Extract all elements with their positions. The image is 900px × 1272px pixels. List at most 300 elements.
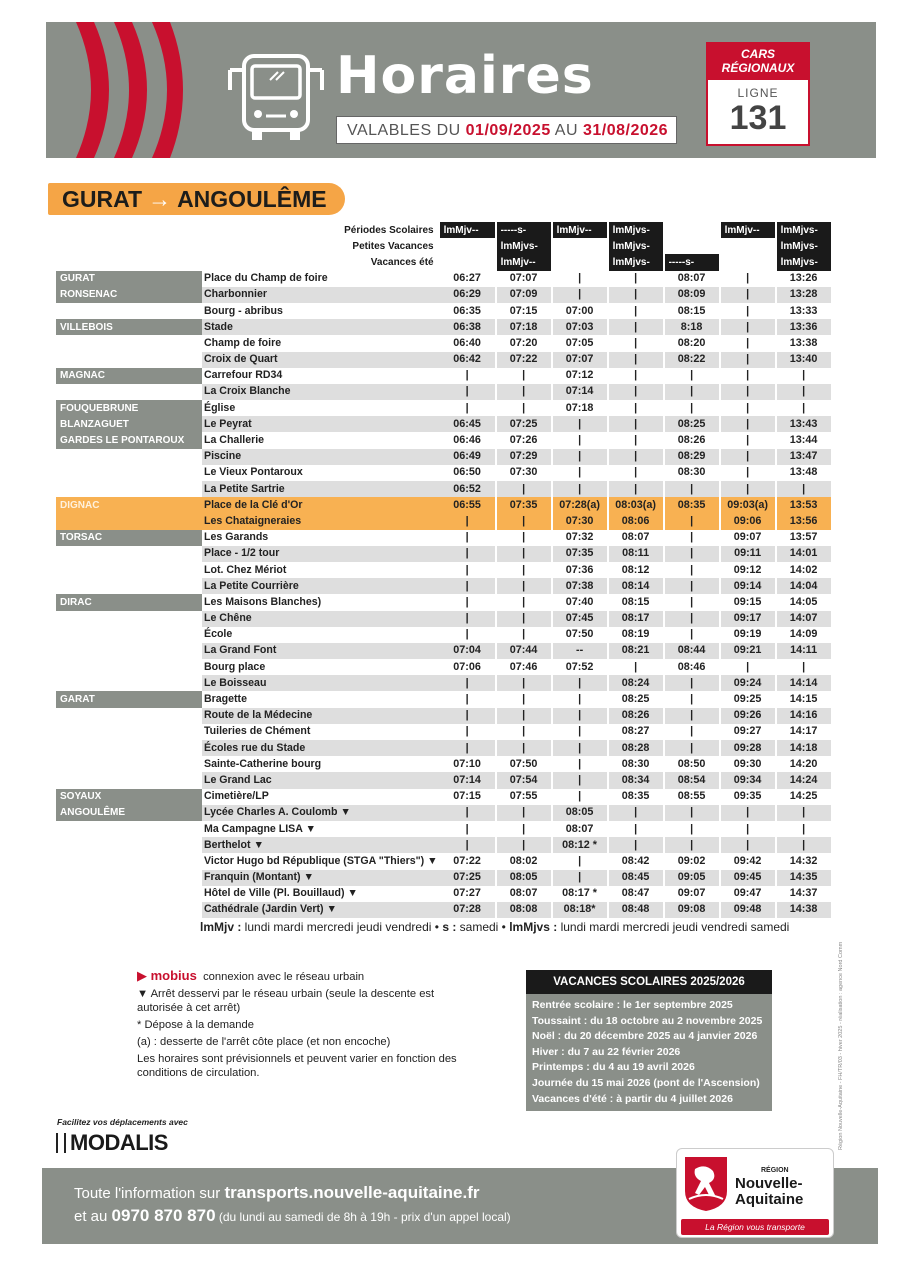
period-row: [56, 238, 832, 254]
departure-time: |: [664, 578, 720, 594]
departure-time: |: [664, 384, 720, 400]
period-cell: [552, 238, 608, 254]
stop-name: Champ de foire: [204, 336, 282, 349]
departure-time: 08:15: [608, 594, 664, 610]
departure-time: 07:40: [552, 594, 608, 610]
footer-band: [42, 1168, 878, 1244]
departure-time: 08:14: [608, 578, 664, 594]
departure-time: |: [720, 416, 776, 432]
stop-name: Le Peyrat: [202, 416, 440, 432]
stop-name: Le Boisseau: [202, 675, 440, 691]
departure-time: |: [664, 546, 720, 562]
departure-time: |: [496, 384, 552, 400]
departure-time: 07:25: [496, 416, 552, 432]
timetable-row: [56, 756, 832, 772]
departure-time: |: [720, 319, 776, 335]
departure-time: 08:55: [664, 789, 720, 805]
departure-time: |: [440, 821, 496, 837]
departure-time: 06:40: [440, 335, 496, 351]
timetable-row: [56, 416, 832, 432]
commune-cell: [56, 659, 202, 675]
departure-time: |: [496, 400, 552, 416]
departure-time: 08:35: [608, 789, 664, 805]
departure-time: |: [496, 611, 552, 627]
holiday-item: Hiver : du 7 au 22 février 2026: [532, 1045, 681, 1058]
departure-time: |: [664, 740, 720, 756]
stop-name: Écoles rue du Stade: [202, 740, 440, 756]
commune-cell: BLANZAGUET: [56, 416, 202, 432]
timetable-row: [56, 319, 832, 335]
departure-time: 07:10: [440, 756, 496, 772]
stop-name: Lot. Chez Mériot: [204, 563, 287, 576]
departure-time: 13:56: [776, 513, 832, 529]
departure-time: 07:35: [552, 546, 608, 562]
timetable-row: [56, 449, 832, 465]
period-cell: -----s-: [496, 222, 552, 238]
departure-time: 06:45: [440, 416, 496, 432]
departure-time: |: [776, 821, 832, 837]
departure-time: 13:43: [776, 416, 832, 432]
departure-time: --: [552, 643, 608, 659]
departure-time: |: [496, 724, 552, 740]
commune-cell: [56, 886, 202, 902]
departure-time: |: [496, 691, 552, 707]
departure-time: |: [776, 481, 832, 497]
timetable-row: [56, 708, 832, 724]
departure-time: |: [440, 513, 496, 529]
departure-time: |: [664, 368, 720, 384]
timetable-row: [56, 287, 832, 303]
stop-name: Piscine: [202, 449, 440, 465]
commune-cell: [56, 772, 202, 788]
holiday-item: Printemps : du 4 au 19 avril 2026: [532, 1061, 695, 1074]
timetable-row: [56, 870, 832, 886]
departure-time: 08:05: [552, 805, 608, 821]
departure-time: |: [552, 449, 608, 465]
departure-time: |: [776, 384, 832, 400]
departure-time: |: [552, 772, 608, 788]
departure-time: 09:02: [664, 853, 720, 869]
stop-name: Cimetière/LP: [204, 790, 269, 803]
commune-cell: [56, 675, 202, 691]
departure-time: 13:44: [776, 432, 832, 448]
departure-time: |: [720, 400, 776, 416]
departure-time: 07:25: [440, 870, 496, 886]
period-cell: lmMjvs-: [496, 238, 552, 254]
departure-time: 08:02: [496, 853, 552, 869]
timetable-row: [56, 465, 832, 481]
departure-time: |: [440, 530, 496, 546]
stop-name: Franquin (Montant) ▼: [202, 870, 440, 886]
commune-cell: [56, 384, 202, 400]
departure-time: 06:52: [440, 481, 496, 497]
commune-cell: DIGNAC: [56, 497, 202, 513]
departure-time: 08:29: [664, 449, 720, 465]
commune-cell: [56, 513, 202, 529]
departure-time: |: [720, 335, 776, 351]
timetable-row: [56, 530, 832, 546]
route-arrow-icon: →: [148, 186, 172, 212]
decorative-stripes: [46, 22, 186, 158]
timetable-row: [56, 643, 832, 659]
commune-cell: [56, 902, 202, 918]
departure-time: |: [552, 675, 608, 691]
commune-cell: [56, 481, 202, 497]
departure-time: 09:30: [720, 756, 776, 772]
period-cell: [720, 254, 776, 270]
departure-time: 09:27: [720, 724, 776, 740]
timetable-row: [56, 611, 832, 627]
website-link[interactable]: transports.nouvelle-aquitaine.fr: [224, 1183, 480, 1202]
departure-time: 07:54: [496, 772, 552, 788]
departure-time: 08:07: [496, 886, 552, 902]
commune-cell: [56, 756, 202, 772]
timetable-row: [56, 659, 832, 675]
stop-name: Les Chataigneraies: [202, 513, 440, 529]
period-label: Périodes Scolaires: [344, 224, 434, 236]
departure-time: 13:40: [776, 352, 832, 368]
departure-time: 09:03(a): [720, 497, 776, 513]
departure-time: |: [720, 805, 776, 821]
departure-time: |: [496, 368, 552, 384]
departure-time: |: [720, 449, 776, 465]
on-demand-note: * Dépose à la demande: [137, 1019, 254, 1031]
departure-time: 09:45: [720, 870, 776, 886]
departure-time: |: [664, 562, 720, 578]
stop-name: Bourg place: [204, 660, 266, 673]
departure-time: 07:26: [496, 432, 552, 448]
period-cell: lmMjvs-: [776, 238, 832, 254]
departure-time: 09:07: [664, 886, 720, 902]
timetable-row: [56, 886, 832, 902]
departure-time: 09:34: [720, 772, 776, 788]
stop-name: Carrefour RD34: [204, 369, 283, 382]
departure-time: 07:22: [496, 352, 552, 368]
period-cell: lmMjvs-: [608, 254, 664, 270]
departure-time: 07:12: [552, 368, 608, 384]
departure-time: 08:44: [664, 643, 720, 659]
commune-cell: [56, 562, 202, 578]
departure-time: 07:27: [440, 886, 496, 902]
period-cell: lmMjvs-: [608, 238, 664, 254]
commune-cell: [56, 335, 202, 351]
timetable-row: [56, 691, 832, 707]
departure-time: |: [608, 821, 664, 837]
departure-time: |: [440, 691, 496, 707]
departure-time: |: [552, 789, 608, 805]
departure-time: |: [496, 513, 552, 529]
commune-cell: [56, 449, 202, 465]
period-label: Vacances été: [370, 256, 434, 268]
departure-time: |: [720, 384, 776, 400]
commune-cell: [56, 837, 202, 853]
departure-time: |: [440, 724, 496, 740]
departure-time: |: [720, 821, 776, 837]
stop-position-note: (a) : desserte de l'arrêt côte place (et non encoche): [137, 1036, 391, 1048]
timetable-row: [56, 513, 832, 529]
departure-time: |: [608, 384, 664, 400]
departure-time: 07:44: [496, 643, 552, 659]
departure-time: 09:21: [720, 643, 776, 659]
departure-time: |: [440, 627, 496, 643]
departure-time: 07:05: [552, 335, 608, 351]
departure-time: 08:07: [552, 821, 608, 837]
departure-time: 14:07: [776, 611, 832, 627]
departure-time: 08:09: [664, 287, 720, 303]
timetable-row: [56, 352, 832, 368]
departure-time: |: [720, 481, 776, 497]
departure-time: 14:32: [776, 853, 832, 869]
departure-time: 08:11: [608, 546, 664, 562]
departure-time: 08:48: [608, 902, 664, 918]
departure-time: 14:18: [776, 740, 832, 756]
departure-time: 14:05: [776, 594, 832, 610]
commune-cell: [56, 352, 202, 368]
contact-info: Toute l'information sur transports.nouvelle-aquitaine.fr et au 0970 870 870 (du lundi au samedi de 8h à 19h - prix d'un appel local): [74, 1183, 511, 1225]
departure-time: |: [552, 271, 608, 287]
departure-time: |: [608, 287, 664, 303]
departure-time: |: [608, 319, 664, 335]
departure-time: |: [776, 400, 832, 416]
departure-time: 09:15: [720, 594, 776, 610]
departure-time: 08:28: [608, 740, 664, 756]
departure-time: |: [776, 837, 832, 853]
departure-time: 14:25: [776, 789, 832, 805]
commune-cell: GARAT: [56, 691, 202, 707]
region-tagline: La Région vous transporte: [681, 1219, 829, 1235]
timetable-row: [56, 546, 832, 562]
departure-time: 07:28: [440, 902, 496, 918]
departure-time: 09:42: [720, 853, 776, 869]
departure-time: 09:35: [720, 789, 776, 805]
school-holidays-title: VACANCES SCOLAIRES 2025/2026: [526, 970, 772, 994]
timetable-row: [56, 821, 832, 837]
departure-time: |: [496, 837, 552, 853]
mobius-logo: ▶ mobius: [137, 968, 197, 983]
departure-time: 08:19: [608, 627, 664, 643]
stop-name: Hôtel de Ville (Pl. Bouillaud) ▼: [204, 887, 358, 900]
region-name: Nouvelle-Aquitaine: [735, 1175, 804, 1208]
departure-time: |: [776, 368, 832, 384]
departure-time: 09:47: [720, 886, 776, 902]
timetable-row: [56, 772, 832, 788]
timetable: [56, 222, 833, 918]
departure-time: 13:57: [776, 530, 832, 546]
stop-name: Ma Campagne LISA ▼: [204, 822, 316, 835]
departure-time: |: [664, 691, 720, 707]
departure-time: 09:25: [720, 691, 776, 707]
departure-time: 09:28: [720, 740, 776, 756]
commune-cell: [56, 870, 202, 886]
departure-time: |: [552, 416, 608, 432]
commune-cell: [56, 465, 202, 481]
departure-time: 07:20: [496, 335, 552, 351]
departure-time: |: [664, 627, 720, 643]
departure-time: 08:45: [608, 870, 664, 886]
timetable-row: [56, 335, 832, 351]
departure-time: |: [440, 594, 496, 610]
holiday-item: Rentrée scolaire : le 1er septembre 2025: [532, 999, 733, 1011]
period-cell: lmMjv--: [440, 222, 496, 238]
departure-time: |: [440, 740, 496, 756]
departure-time: 09:19: [720, 627, 776, 643]
departure-time: |: [552, 740, 608, 756]
departure-time: 14:38: [776, 902, 832, 918]
timetable-row: [56, 368, 832, 384]
commune-cell: [56, 643, 202, 659]
departure-time: |: [664, 481, 720, 497]
page-title: Horaires: [336, 46, 594, 106]
departure-time: 07:04: [440, 643, 496, 659]
departure-time: |: [440, 611, 496, 627]
timetable-row: [56, 271, 832, 287]
departure-time: 08:35: [664, 497, 720, 513]
region-logo: [676, 1148, 834, 1238]
commune-cell: [56, 740, 202, 756]
commune-cell: [56, 821, 202, 837]
departure-time: 08:26: [664, 432, 720, 448]
departure-time: 07:38: [552, 578, 608, 594]
departure-time: 13:48: [776, 465, 832, 481]
commune-cell: GARDES LE PONTAROUX: [56, 432, 202, 448]
departure-time: 09:12: [720, 562, 776, 578]
departure-time: 09:24: [720, 675, 776, 691]
departure-time: 08:25: [608, 691, 664, 707]
departure-time: 09:06: [720, 513, 776, 529]
departure-time: 08:30: [608, 756, 664, 772]
timetable-row: [56, 789, 832, 805]
departure-time: |: [552, 756, 608, 772]
departure-time: |: [440, 837, 496, 853]
departure-time: 07:30: [496, 465, 552, 481]
period-row: [56, 254, 832, 270]
timetable-row: [56, 724, 832, 740]
phone-number[interactable]: 0970 870 870: [111, 1206, 216, 1225]
departure-time: 08:47: [608, 886, 664, 902]
period-cell: -----s-: [664, 254, 720, 270]
departure-time: |: [720, 837, 776, 853]
departure-time: 13:26: [776, 271, 832, 287]
timetable-row: [56, 740, 832, 756]
departure-time: |: [664, 724, 720, 740]
departure-time: |: [608, 465, 664, 481]
departure-time: |: [664, 837, 720, 853]
departure-time: |: [440, 675, 496, 691]
departure-time: 14:11: [776, 643, 832, 659]
departure-time: |: [608, 400, 664, 416]
period-cell: lmMjv--: [496, 254, 552, 270]
commune-cell: ANGOULÊME: [56, 805, 202, 821]
commune-cell: SOYAUX: [56, 789, 202, 805]
stop-name: La Croix Blanche: [202, 384, 440, 400]
departure-time: 07:30: [552, 513, 608, 529]
departure-time: 08:42: [608, 853, 664, 869]
departure-time: 07:28(a): [552, 497, 608, 513]
departure-time: |: [552, 691, 608, 707]
period-cell: [720, 238, 776, 254]
departure-time: 08:12: [608, 562, 664, 578]
departure-time: |: [552, 853, 608, 869]
departure-time: 07:15: [440, 789, 496, 805]
school-holidays-box: [526, 970, 772, 1111]
departure-time: 06:46: [440, 432, 496, 448]
departure-time: |: [608, 271, 664, 287]
departure-time: 07:32: [552, 530, 608, 546]
departure-time: |: [664, 821, 720, 837]
holiday-item: Journée du 15 mai 2026 (pont de l'Ascension): [532, 1076, 760, 1089]
stop-name: Bragette: [204, 693, 247, 706]
stop-name: Cathédrale (Jardin Vert) ▼: [202, 902, 440, 918]
departure-time: |: [608, 481, 664, 497]
timetable-row: [56, 384, 832, 400]
stop-name: Victor Hugo bd République (STGA "Thiers") ▼: [204, 854, 438, 867]
departure-time: 07:55: [496, 789, 552, 805]
print-credit: Région Nouvelle-Aquitaine - FH/TR/03 - hiver 2025 - réalisation : agence Nord Comm: [838, 941, 844, 1150]
departure-time: 09:17: [720, 611, 776, 627]
departure-time: 07:14: [440, 772, 496, 788]
stop-name: La Petite Courrière: [202, 578, 440, 594]
timetable-row: [56, 675, 832, 691]
departure-time: |: [440, 578, 496, 594]
departure-time: 13:47: [776, 449, 832, 465]
timetable-row: [56, 303, 832, 319]
departure-time: 08:20: [664, 335, 720, 351]
commune-cell: [56, 708, 202, 724]
stop-name: La Petite Sartrie: [202, 481, 440, 497]
period-row: [56, 222, 832, 238]
departure-time: 09:14: [720, 578, 776, 594]
period-cell: [440, 254, 496, 270]
commune-cell: DIRAC: [56, 594, 202, 610]
timetable-row: [56, 497, 832, 513]
departure-time: 07:45: [552, 611, 608, 627]
departure-time: |: [720, 368, 776, 384]
commune-cell: [56, 627, 202, 643]
holiday-item: Toussaint : du 18 octobre au 2 novembre 2025: [532, 1014, 763, 1027]
commune-cell: GURAT: [56, 271, 202, 287]
stop-name: Les Garands: [204, 531, 269, 544]
mobius-note: ▶ mobius connexion avec le réseau urbain: [137, 968, 365, 983]
departure-time: 06:38: [440, 319, 496, 335]
departure-time: 08:08: [496, 902, 552, 918]
departure-time: |: [552, 708, 608, 724]
timetable-row: [56, 805, 832, 821]
departure-time: |: [496, 821, 552, 837]
line-badge-title: CARS RÉGIONAUX: [708, 44, 808, 80]
departure-time: 08:24: [608, 675, 664, 691]
departure-time: |: [608, 352, 664, 368]
period-cell: [664, 222, 720, 238]
departure-time: |: [552, 465, 608, 481]
departure-time: 08:46: [664, 659, 720, 675]
departure-time: 09:48: [720, 902, 776, 918]
timetable-row: [56, 432, 832, 448]
departure-time: |: [776, 659, 832, 675]
departure-time: 08:50: [664, 756, 720, 772]
timetable-notes: [137, 969, 467, 1083]
departure-time: 8:18: [664, 319, 720, 335]
departure-time: 14:35: [776, 870, 832, 886]
departure-time: |: [552, 432, 608, 448]
departure-time: 09:26: [720, 708, 776, 724]
timetable-row: [56, 837, 832, 853]
departure-time: 14:15: [776, 691, 832, 707]
departure-time: |: [496, 546, 552, 562]
commune-cell: [56, 611, 202, 627]
commune-cell: FOUQUEBRUNE: [56, 400, 202, 416]
commune-cell: RONSENAC: [56, 287, 202, 303]
school-holidays-list: [526, 994, 772, 1111]
